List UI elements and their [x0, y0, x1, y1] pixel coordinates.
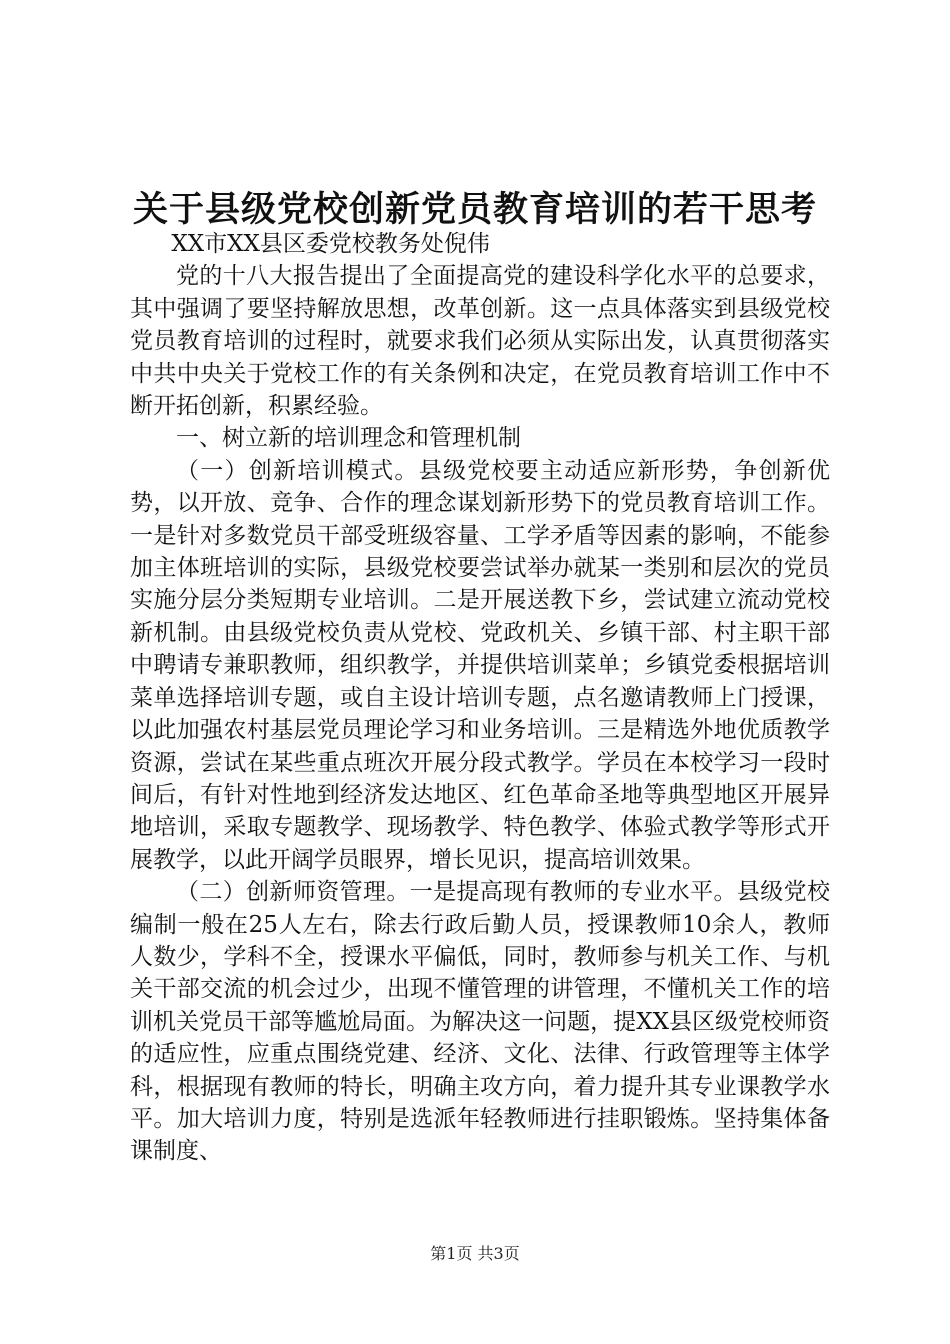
paragraph-training-model: （一）创新培训模式。县级党校要主动适应新形势，争创新优势，以开放、竞争、合作的理念谋划新形势下的党员教育培训工作。一是针对多数党员干部受班级容量、工学矛盾等因素的影响，不能参加主体班培训的实际，县级党校要尝试举办就某一类别和层次的党员实施分层分类短期专业培训。二是开展送教下乡，尝试建立流动党校新机制。由县级党校负责从党校、党政机关、乡镇干部、村主职干部中聘请专兼职教师，组织教学，并提供培训菜单；乡镇党委根据培训菜单选择培训专题，或自主设计培训专题，点名邀请教师上门授课，以此加强农村基层党员理论学习和业务培训。三是精选外地优质教学资源，尝试在某些重点班次开展分段式教学。学员在本校学习一段时间后，有针对性地到经济发达地区、红色革命圣地等典型地区开展异地培训，采取专题教学、现场教学、特色教学、体验式教学等形式开展教学，以此开阔学员眼界，增长见识，提高培训效果。	[130, 457, 830, 873]
paragraph-intro: 党的十八大报告提出了全面提高党的建设科学化水平的总要求，其中强调了要坚持解放思想，改革创新。这一点具体落实到县级党校党员教育培训的过程时，就要求我们必须从实际出发，认真贯彻落实中共中央关于党校工作的有关条例和决定，在党员教育培训工作中不断开拓创新，积累经验。	[130, 263, 830, 420]
document-title: 关于县级党校创新党员教育培训的若干思考	[132, 189, 817, 230]
paragraph-teacher-management: （二）创新师资管理。一是提高现有教师的专业水平。县级党校编制一般在25人左右，除去行政后勤人员，授课教师10余人，教师人数少，学科不全，授课水平偏低，同时，教师参与机关工作、与机关干部交流的机会过少，出现不懂管理的讲管理，不懂机关工作的培训机关党员干部等尴尬局面。为解决这一问题，提XX县区级党校师资的适应性，应重点围绕党建、经济、文化、法律、行政管理等主体学科，根据现有教师的特长，明确主攻方向，着力提升其专业课教学水平。加大培训力度，特别是选派年轻教师进行挂职锻炼。坚持集体备课制度、	[130, 879, 830, 1165]
document-body	[130, 228, 830, 1168]
page-footer: 第1页 共3页	[430, 1244, 520, 1263]
author-line: XX市XX县区委党校教务处倪伟	[171, 231, 490, 257]
section-heading-1: 一、树立新的培训理念和管理机制	[176, 425, 521, 452]
